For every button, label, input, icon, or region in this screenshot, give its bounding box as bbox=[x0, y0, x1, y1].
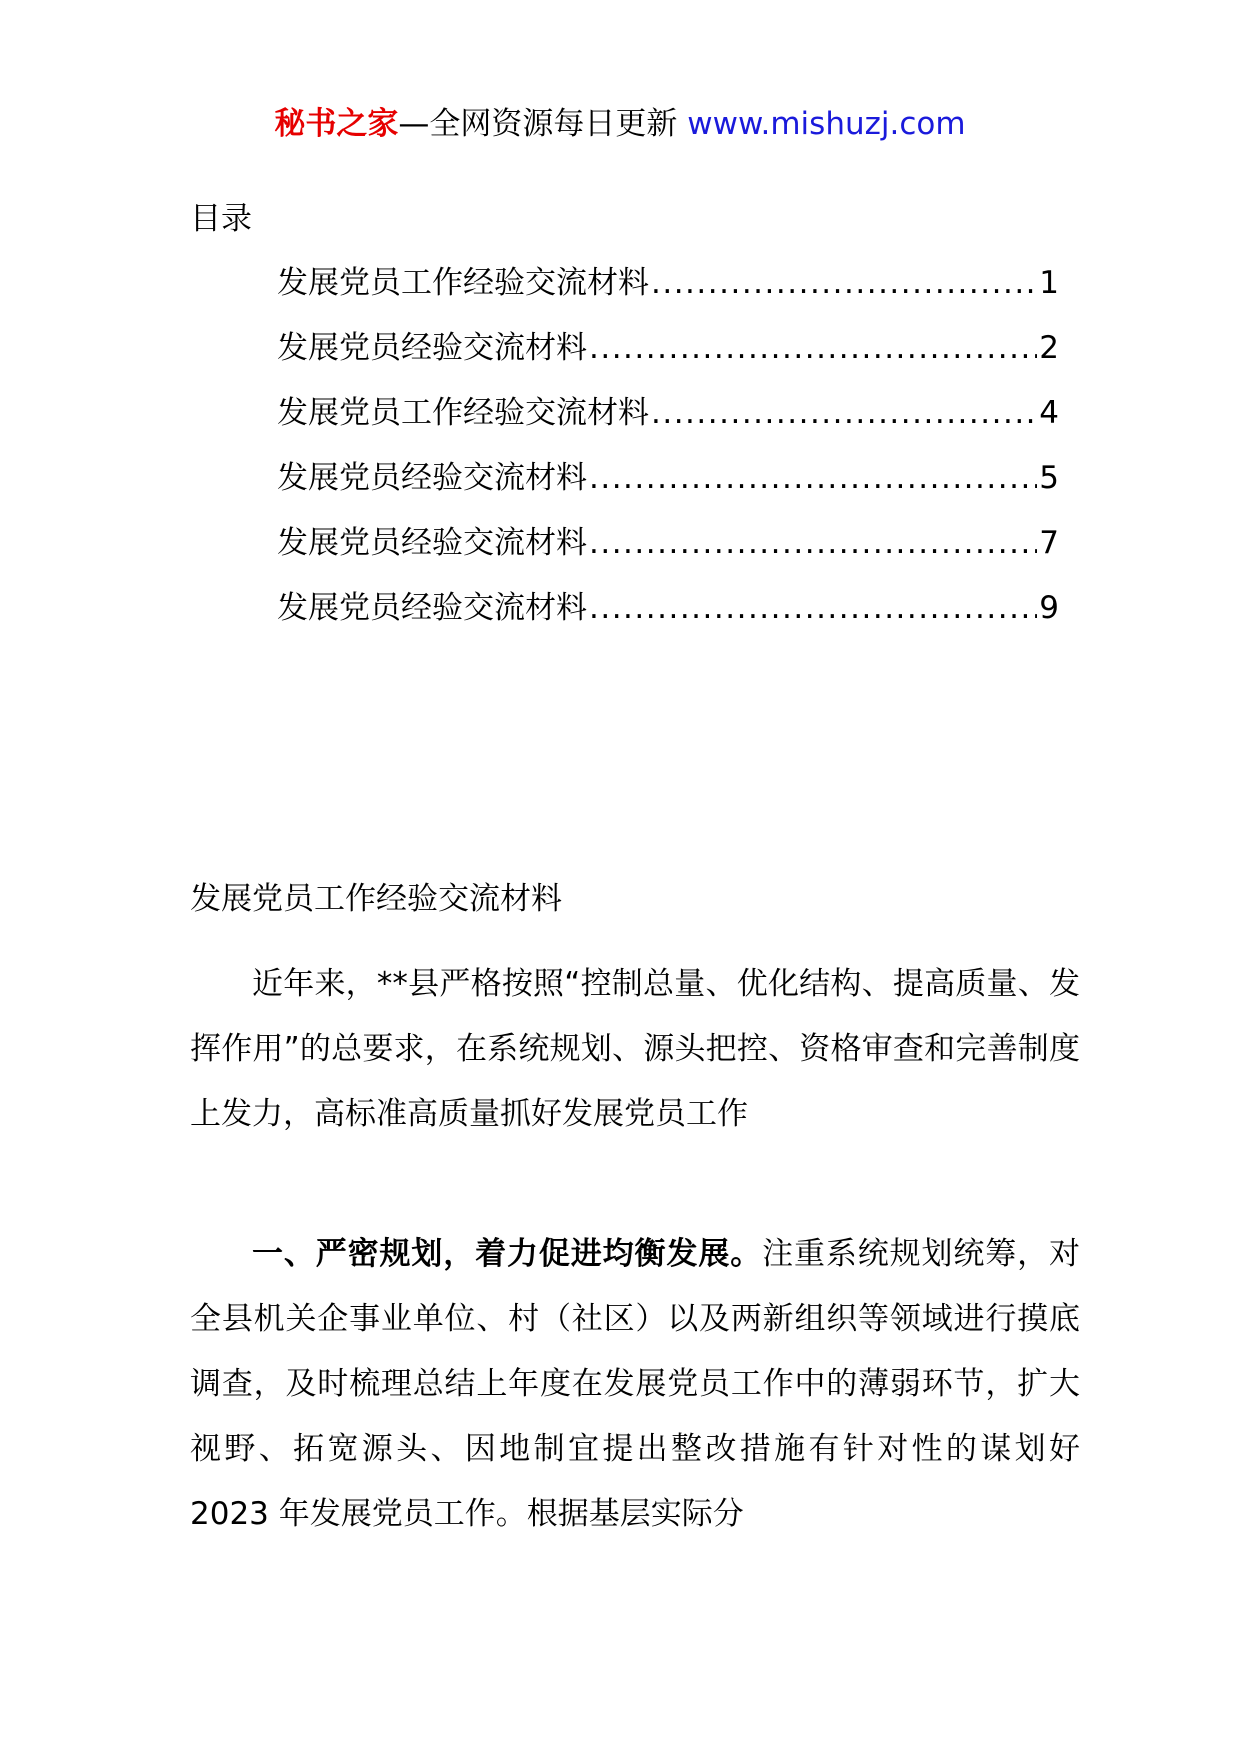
toc-entry-title: 发展党员工作经验交流材料 bbox=[277, 395, 649, 431]
toc-entry-page: 4 bbox=[1039, 395, 1059, 431]
toc-entry-title: 发展党员经验交流材料 bbox=[277, 460, 587, 496]
toc-entry[interactable] bbox=[277, 324, 1059, 389]
toc-entry-title: 发展党员经验交流材料 bbox=[277, 330, 587, 366]
toc-leader-dots bbox=[651, 259, 1037, 307]
toc-entry-page: 7 bbox=[1039, 525, 1059, 561]
section-one-body: 注重系统规划统筹，对全县机关企事业单位、村（社区）以及两新组织等领域进行摸底调查，及时梳理总结上年度在发展党员工作中的薄弱环节，扩大视野、拓宽源头、因地制宜提出整改措施有针对性的谋划好 2023 年发展党员工作。根据基层实际分 bbox=[190, 1236, 1080, 1532]
toc-entry[interactable] bbox=[277, 259, 1059, 324]
toc-leader-dots bbox=[589, 324, 1037, 372]
intro-paragraph: 近年来，**县严格按照“控制总量、优化结构、提高质量、发挥作用”的总要求，在系统规划、源头把控、资格审查和完善制度上发力，高标准高质量抓好发展党员工作 bbox=[190, 966, 1080, 1132]
toc-entry[interactable] bbox=[277, 454, 1059, 519]
toc-leader-dots bbox=[651, 389, 1037, 437]
toc-entry-page: 1 bbox=[1039, 265, 1059, 301]
toc-entry-page: 5 bbox=[1039, 460, 1059, 496]
toc-entry[interactable] bbox=[277, 519, 1059, 584]
toc-leader-dots bbox=[589, 584, 1037, 632]
section-one-heading: 一、严密规划，着力促进均衡发展。 bbox=[252, 1236, 763, 1272]
site-url-link[interactable]: www.mishuzj.com bbox=[687, 106, 966, 142]
toc-entry-page: 9 bbox=[1039, 590, 1059, 626]
site-brand: 秘书之家 bbox=[274, 106, 399, 142]
toc-entry-title: 发展党员工作经验交流材料 bbox=[277, 265, 649, 301]
toc-heading: 目录 bbox=[190, 201, 252, 237]
table-of-contents bbox=[277, 259, 1059, 649]
article-title: 发展党员工作经验交流材料 bbox=[190, 881, 562, 917]
site-slogan: —全网资源每日更新 bbox=[398, 106, 678, 142]
toc-entry-page: 2 bbox=[1039, 330, 1059, 366]
toc-entry-title: 发展党员经验交流材料 bbox=[277, 590, 587, 626]
toc-leader-dots bbox=[589, 454, 1037, 502]
section-one-paragraph bbox=[190, 1222, 1080, 1547]
site-header bbox=[0, 100, 1240, 148]
toc-entry[interactable] bbox=[277, 389, 1059, 454]
toc-entry-title: 发展党员经验交流材料 bbox=[277, 525, 587, 561]
toc-entry[interactable] bbox=[277, 584, 1059, 649]
toc-leader-dots bbox=[589, 519, 1037, 567]
